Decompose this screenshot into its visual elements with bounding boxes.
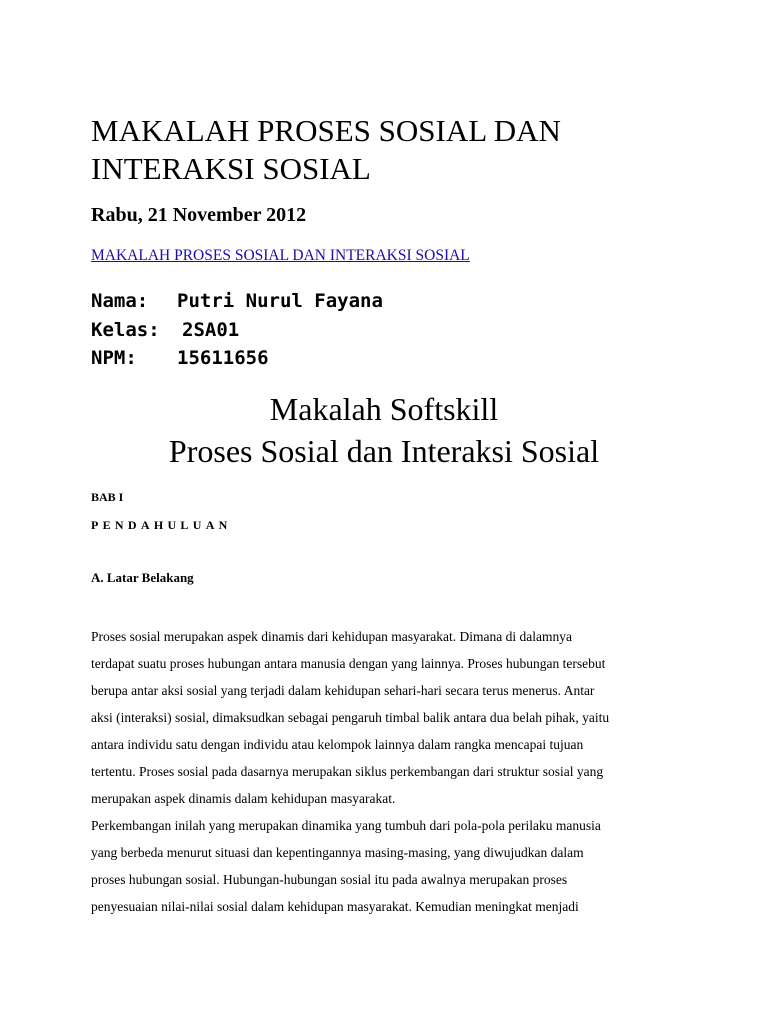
document-title-line: INTERAKSI SOSIAL (91, 151, 371, 186)
info-value-npm: 15611656 (177, 347, 269, 369)
info-label-nama: Nama: (91, 290, 149, 312)
document-title (91, 112, 711, 188)
body-line: penyesuaian nilai-nilai sosial dalam kehidupan masyarakat. Kemudian meningkat menjadi (91, 899, 579, 914)
info-value-nama: Putri Nurul Fayana (177, 290, 383, 312)
chapter-label: BAB I (91, 490, 124, 504)
body-line: Perkembangan inilah yang merupakan dinamika yang tumbuh dari pola-pola perilaku manusia (91, 818, 601, 833)
body-line: terdapat suatu proses hubungan antara manusia dengan yang lainnya. Proses hubungan tersebut (91, 656, 606, 671)
title-link[interactable]: MAKALAH PROSES SOSIAL DAN INTERAKSI SOSIAL (91, 247, 470, 264)
info-value-kelas: 2SA01 (182, 318, 240, 341)
body-line: tertentu. Proses sosial pada dasarnya merupakan siklus perkembangan dari struktur sosial yang (91, 764, 604, 779)
paper-heading (0, 388, 768, 472)
body-line: Proses sosial merupakan aspek dinamis dari kehidupan masyarakat. Dimana di dalamnya (91, 629, 572, 644)
info-label-npm: NPM: (91, 347, 137, 369)
body-line: yang berbeda menurut situasi dan kepentingannya masing-masing, yang diwujudkan dalam (91, 845, 584, 860)
paper-heading-line: Makalah Softskill (269, 391, 499, 427)
info-row-nama (91, 287, 383, 316)
post-date: Rabu, 21 November 2012 (91, 204, 307, 226)
info-row-npm (91, 344, 383, 373)
chapter-title: PENDAHULUAN (91, 518, 232, 532)
body-paragraphs (91, 623, 691, 920)
student-info (91, 287, 383, 373)
body-line: berupa antar aksi sosial yang terjadi dalam kehidupan sehari-hari secara terus menerus. Antar (91, 683, 595, 698)
body-line: proses hubungan sosial. Hubungan-hubungan sosial itu pada awalnya merupakan proses (91, 872, 568, 887)
body-line: antara individu satu dengan individu atau kelompok lainnya dalam rangka mencapai tujuan (91, 737, 584, 752)
info-row-kelas (91, 316, 383, 345)
document-title-line: MAKALAH PROSES SOSIAL DAN (91, 113, 561, 148)
body-line: aksi (interaksi) sosial, dimaksudkan sebagai pengaruh timbal balik antara dua belah pihak, yaitu (91, 710, 610, 725)
body-line: merupakan aspek dinamis dalam kehidupan masyarakat. (91, 791, 396, 806)
section-heading: A. Latar Belakang (91, 570, 194, 585)
paper-heading-line: Proses Sosial dan Interaksi Sosial (168, 433, 600, 469)
info-label-kelas: Kelas: (91, 318, 160, 341)
